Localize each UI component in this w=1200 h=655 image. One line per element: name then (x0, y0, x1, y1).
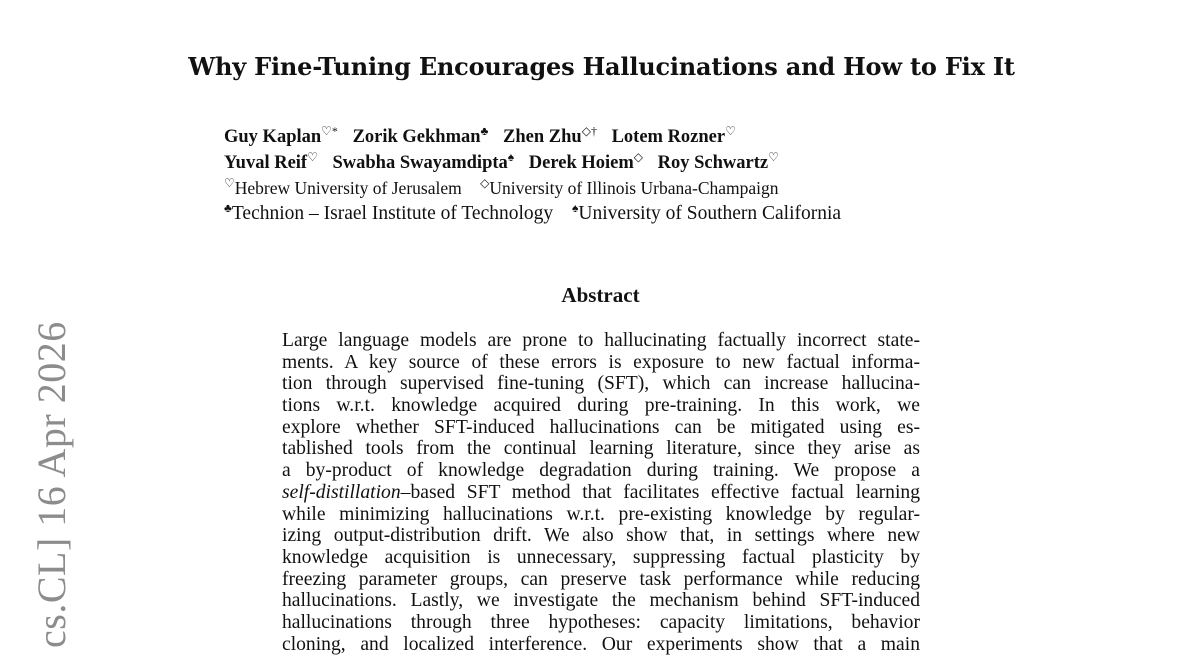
author: Zorik Gekhman♣ (352, 124, 489, 147)
abstract-line: explore whether SFT-induced hallucinations can be mitigated using es- (282, 416, 920, 438)
author: Roy Schwartz♡ (657, 150, 779, 173)
author-line-1 (224, 124, 855, 150)
author-block (224, 124, 855, 227)
abstract-line: tions w.r.t. knowledge acquired during pre-training. In this work, we (282, 395, 920, 417)
author: Guy Kaplan♡* (224, 124, 338, 147)
affiliation-line-2 (224, 201, 855, 227)
affiliation-line-1 (224, 176, 855, 201)
affiliation: ◇University of Illinois Urbana-Champaign (480, 176, 779, 198)
abstract-line: izing output-distribution drift. We also show that, in settings where new (282, 525, 920, 547)
abstract-line: while minimizing hallucinations w.r.t. pre-existing knowledge by regular- (282, 503, 920, 525)
author: Derek Hoiem◇ (528, 150, 643, 173)
affiliation: ♠University of Southern California (572, 201, 842, 224)
author-line-2 (224, 150, 855, 176)
abstract-line: knowledge acquisition is unnecessary, suppressing factual plasticity by (282, 546, 920, 568)
author: Zhen Zhu◇† (503, 124, 597, 147)
author: Lotem Rozner♡ (611, 124, 736, 147)
abstract-line: tion through supervised fine-tuning (SFT), which can increase hallucina- (282, 373, 920, 395)
paper-title: Why Fine-Tuning Encourages Hallucinations and How to Fix It (188, 52, 1015, 81)
affiliation: ♣Technion – Israel Institute of Technology (224, 201, 554, 224)
abstract-line: Large language models are prone to hallucinating factually incorrect state- (282, 330, 920, 351)
abstract-line: tablished tools from the continual learning literature, since they arise as (282, 438, 920, 460)
abstract-line: ments. A key source of these errors is exposure to new factual informa- (282, 351, 920, 373)
arxiv-stamp: cs.CL] 16 Apr 2026 (29, 321, 74, 648)
abstract-line: hallucinations. Lastly, we investigate the mechanism behind SFT-induced (282, 590, 920, 612)
italic-term: self-distillation (282, 481, 401, 503)
abstract-heading: Abstract (561, 283, 640, 307)
abstract-line: a by-product of knowledge degradation during training. We propose a (282, 460, 920, 482)
affiliation: ♡Hebrew University of Jerusalem (224, 176, 462, 198)
author: Swabha Swayamdipta♠ (332, 150, 515, 173)
abstract-line-rest: –based SFT method that facilitates effective factual learning (400, 481, 920, 503)
abstract-line: freezing parameter groups, can preserve task performance while reducing (282, 568, 920, 590)
abstract-body (282, 330, 920, 655)
abstract-line: cloning, and localized interference. Our experiments show that a main (282, 633, 920, 655)
abstract-line (282, 482, 920, 504)
abstract-line: hallucinations through three hypotheses: capacity limitations, behavior (282, 611, 920, 633)
author: Yuval Reif♡ (224, 150, 318, 173)
